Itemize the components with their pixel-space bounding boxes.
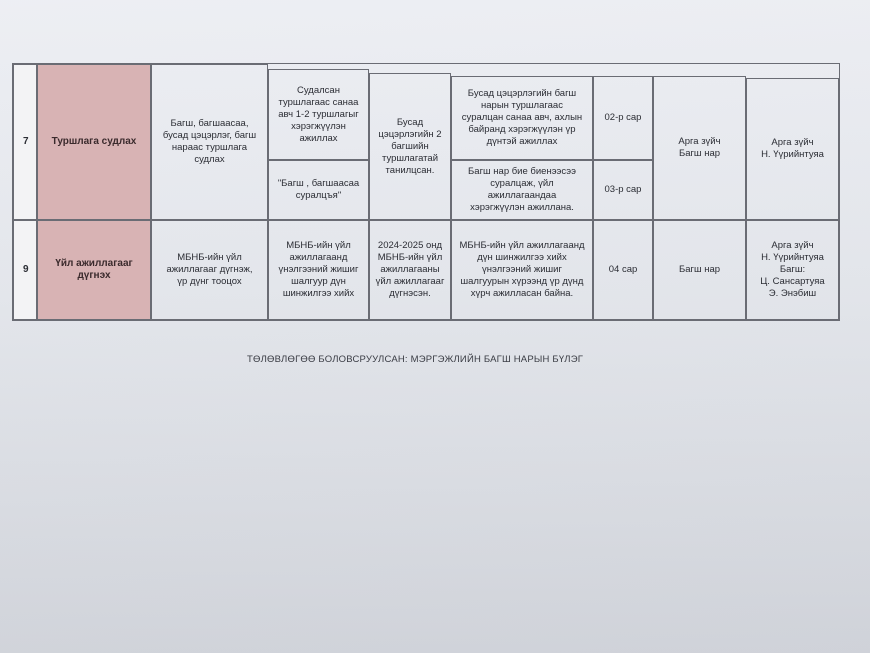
row-9-topic: Үйл ажиллагааг дүгнэх [37, 220, 151, 320]
row-7-supervisor: Арга зүйч Н. Үүрийнтуяа [746, 78, 839, 220]
row-7-number: 7 [13, 64, 37, 220]
row-7-responsible: Арга зүйч Багш нар [653, 76, 746, 220]
row-7-time-top: 02-р сар [593, 76, 653, 160]
row-9-result-short: 2024-2025 онд МБНБ-ийн үйл ажиллагааны үйл ажиллагааг дүгнэсэн. [369, 220, 451, 320]
row-9-number: 9 [13, 220, 37, 320]
row-7-topic: Туршлага судлах [37, 64, 151, 220]
plan-footer-note: ТӨЛӨВЛӨГӨӨ БОЛОВСРУУЛСАН: МЭРГЭЖЛИЙН БАГШ НАРЫН БҮЛЭГ [247, 354, 584, 365]
row-7-method-top: Судалсан туршлагаас санаа авч 1-2 туршлагыг хэрэгжүүлэн ажиллах [268, 69, 369, 160]
row-7-result-short: Бусад цэцэрлэгийн 2 багшийн туршлагатай танилцсан. [369, 73, 451, 220]
row-7-time-bottom: 03-р сар [593, 160, 653, 220]
row-7-method-bottom: "Багш , багшаасаа суралцъя" [268, 160, 369, 220]
row-9-time: 04 сар [593, 220, 653, 320]
row-7-result-bottom: Багш нар бие биенээсээ суралцаж, үйл ажиллагаандаа хэрэгжүүлэн ажиллана. [451, 160, 593, 220]
row-9-activity: МБНБ-ийн үйл ажиллагааг дүгнэж, үр дүнг тооцох [151, 220, 268, 320]
row-9-result: МБНБ-ийн үйл ажиллагаанд дүн шинжилгээ хийх үнэлгээний жишиг шалгуурын хүрээнд үр дүнд хүрч ажилласан байна. [451, 220, 593, 320]
row-9-responsible: Багш нар [653, 220, 746, 320]
plan-table [12, 63, 840, 321]
row-9-supervisor: Арга зүйч Н. Үүрийнтуяа Багш: Ц. Сансартуяа Э. Энэбиш [746, 220, 839, 320]
row-9-method: МБНБ-ийн үйл ажиллагаанд үнэлгээний жишиг шалгуур дүн шинжилгээ хийх [268, 220, 369, 320]
row-7-activity: Багш, багшаасаа, бусад цэцэрлэг, багш нараас туршлага судлах [151, 64, 268, 220]
row-7-result-top: Бусад цэцэрлэгийн багш нарын туршлагаас суралцан санаа авч, ахлын байранд хэрэгжүүлэн үр дүнтэй ажиллах [451, 76, 593, 160]
